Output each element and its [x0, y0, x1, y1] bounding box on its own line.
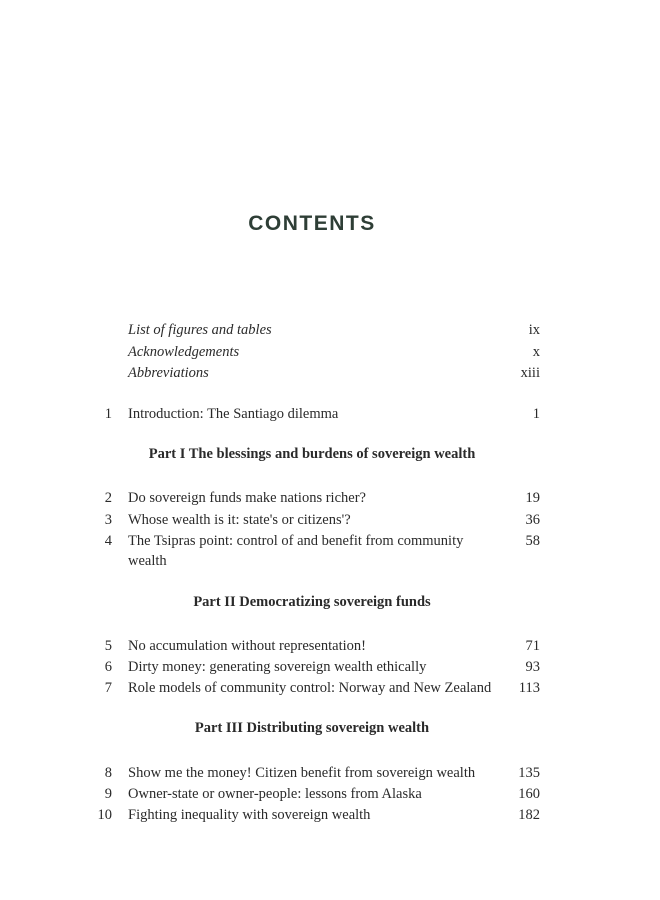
- chapter-number: 4: [104, 533, 112, 549]
- part-heading: Part III Distributing sovereign wealth: [194, 720, 430, 736]
- chapter-title: Do sovereign funds make nations richer?: [128, 490, 366, 506]
- chapter-title: Fighting inequality with sovereign wealth: [128, 807, 371, 823]
- chapter-title: No accumulation without representation!: [128, 638, 366, 654]
- part-heading: Part II Democratizing sovereign funds: [193, 594, 431, 610]
- toc-entry-title: List of figures and tables: [128, 322, 272, 338]
- chapter-title: Show me the money! Citizen benefit from sovereign wealth: [128, 765, 476, 781]
- part-heading: Part I The blessings and burdens of sovereign wealth: [148, 446, 476, 462]
- chapter-page: 19: [525, 490, 540, 506]
- chapter-title: The Tsipras point: control of and benefit from community: [128, 533, 464, 549]
- chapter-page: 36: [525, 512, 540, 528]
- chapter-number: 7: [104, 680, 112, 696]
- chapter-number: 2: [104, 490, 112, 506]
- toc-entry-title: Acknowledgements: [128, 344, 240, 360]
- chapter-number: 10: [97, 807, 112, 823]
- chapter-title: Whose wealth is it: state's or citizens'?: [128, 512, 351, 528]
- toc-entry-page: ix: [528, 322, 540, 338]
- chapter-number: 1: [104, 406, 112, 422]
- chapter-page: 135: [518, 765, 540, 781]
- chapter-page: 93: [525, 659, 540, 675]
- chapter-number: 5: [104, 638, 112, 654]
- chapter-title: Owner-state or owner-people: lessons from Alaska: [128, 786, 422, 802]
- chapter-title-continued: wealth: [128, 553, 167, 569]
- chapter-page: 182: [518, 807, 540, 823]
- chapter-page: 113: [518, 680, 540, 696]
- chapter-page: 160: [518, 786, 540, 802]
- chapter-number: 3: [104, 512, 112, 528]
- toc-entry-page: xiii: [520, 365, 540, 381]
- contents-heading: CONTENTS: [248, 212, 376, 235]
- chapter-number: 6: [104, 659, 112, 675]
- chapter-page: 71: [525, 638, 540, 654]
- chapter-title: Dirty money: generating sovereign wealth ethically: [128, 659, 427, 675]
- chapter-page: 58: [525, 533, 540, 549]
- toc-entry-title: Abbreviations: [128, 365, 209, 381]
- chapter-title: Role models of community control: Norway and New Zealand: [128, 680, 492, 696]
- chapter-page: 1: [532, 406, 540, 422]
- toc-entry-page: x: [532, 344, 540, 360]
- chapter-number: 8: [104, 765, 112, 781]
- chapter-title: Introduction: The Santiago dilemma: [128, 406, 339, 422]
- chapter-number: 9: [104, 786, 112, 802]
